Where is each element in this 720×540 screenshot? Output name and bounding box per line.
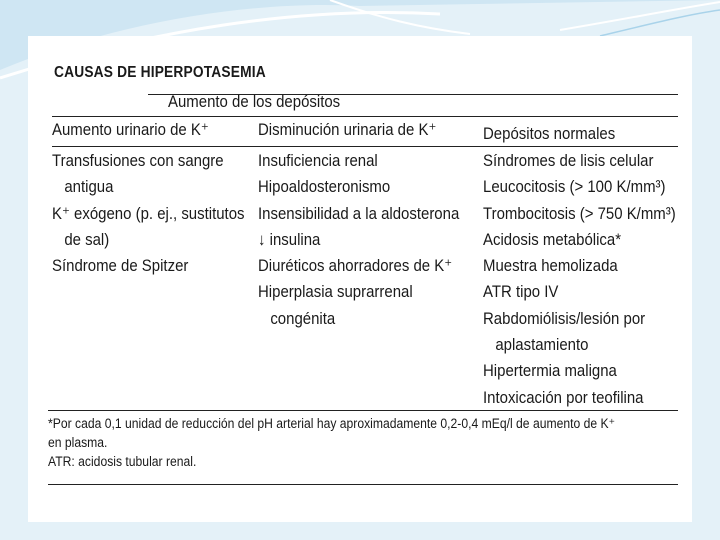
slide-panel xyxy=(28,36,692,522)
list-item: Acidosis metabólica* xyxy=(483,229,622,249)
rule-above-footnotes xyxy=(48,410,678,411)
list-item: K⁺ exógeno (p. ej., sustitutos xyxy=(52,203,245,223)
list-item: ↓ insulina xyxy=(258,229,321,249)
list-item: Síndromes de lisis celular xyxy=(483,151,654,170)
column-urinary-increase xyxy=(52,148,271,279)
rule-under-headers xyxy=(52,146,678,147)
list-item: Muestra hemolizada xyxy=(483,256,618,276)
footnote-ph: *Por cada 0,1 unidad de reducción del pH arterial hay aproximadamente 0,2-0,4 mEq/l de aumento de K⁺ xyxy=(48,416,616,431)
list-item: Hiperplasia suprarrenal xyxy=(258,282,413,302)
table-title: CAUSAS DE HIPERPOTASEMIA xyxy=(54,64,266,81)
list-item: ATR tipo IV xyxy=(483,282,559,302)
rule-under-group xyxy=(52,116,678,117)
list-item: aplastamiento xyxy=(495,335,589,355)
list-item: Insensibilidad a la aldosterona xyxy=(258,203,460,223)
list-item: Transfusiones con sangre xyxy=(52,151,224,170)
footnote-ph-cont: en plasma. xyxy=(48,435,108,450)
list-item: Síndrome de Spitzer xyxy=(52,256,189,276)
footnote-atr: ATR: acidosis tubular renal. xyxy=(48,454,197,469)
list-item: Diuréticos ahorradores de K⁺ xyxy=(258,256,453,276)
column-urinary-decrease xyxy=(258,148,487,332)
hyperkalemia-table xyxy=(48,60,678,490)
column-header-urinary-decrease: Disminución urinaria de K⁺ xyxy=(258,120,437,139)
list-item: Hipoaldosteronismo xyxy=(258,177,391,197)
list-item: antigua xyxy=(64,177,114,197)
list-item: Leucocitosis (> 100 K/mm³) xyxy=(483,177,666,197)
list-item: Trombocitosis (> 750 K/mm³) xyxy=(483,203,676,223)
list-item: de sal) xyxy=(64,229,110,249)
list-item: Rabdomiólisis/lesión por xyxy=(483,308,646,328)
footnotes xyxy=(48,414,678,471)
list-item: Insuficiencia renal xyxy=(258,151,378,170)
list-item: congénita xyxy=(270,308,336,328)
rule-bottom xyxy=(48,484,678,485)
column-header-normal-stores: Depósitos normales xyxy=(483,124,616,143)
group-header: Aumento de los depósitos xyxy=(168,92,341,111)
column-normal-stores xyxy=(483,148,702,411)
list-item: Intoxicación por teofilina xyxy=(483,387,644,407)
column-header-urinary-increase: Aumento urinario de K⁺ xyxy=(52,120,209,139)
list-item: Hipertermia maligna xyxy=(483,361,617,381)
